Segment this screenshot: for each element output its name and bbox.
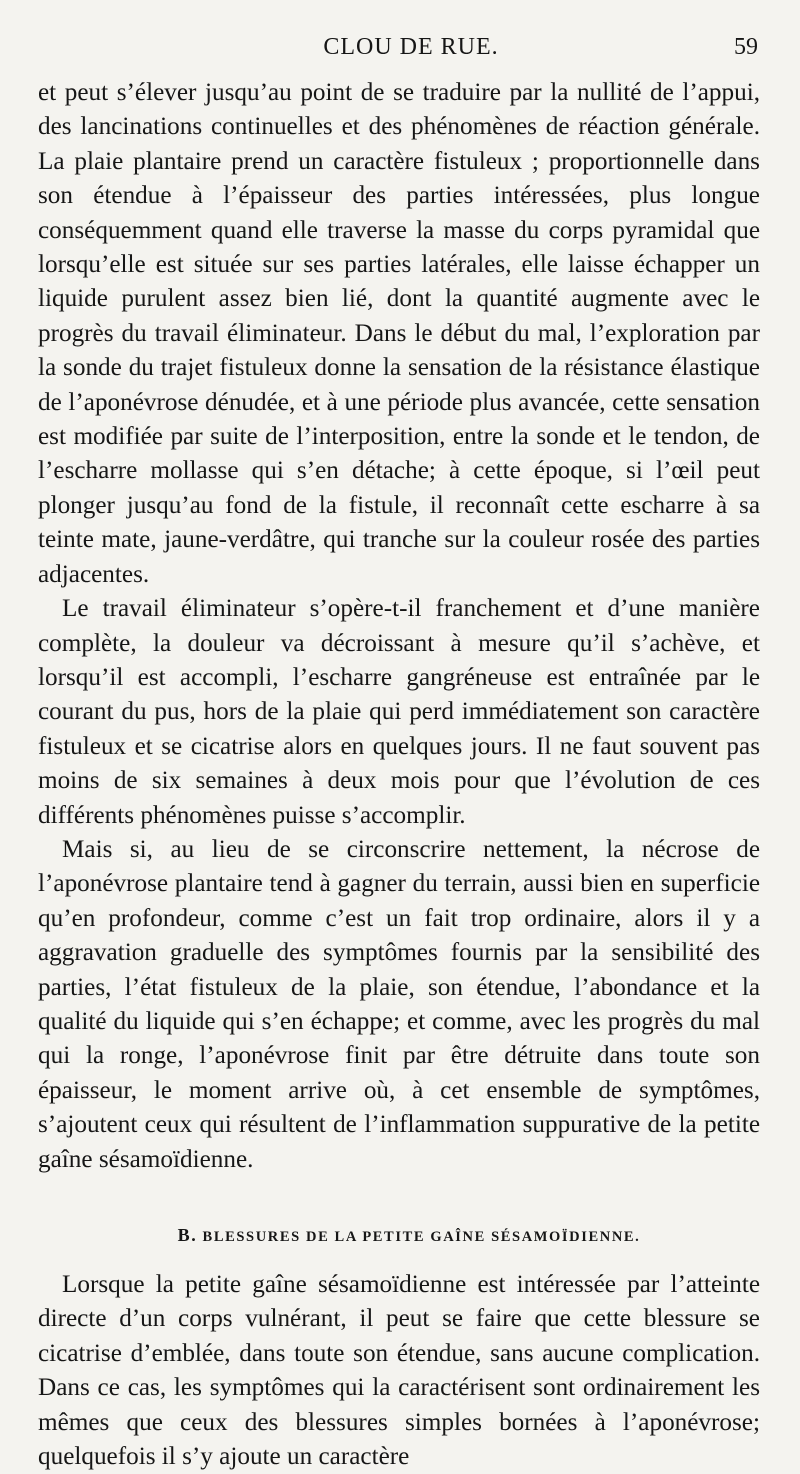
section-letter: B. [177,1225,198,1245]
paragraph-continuation: et peut s’élever jusqu’au point de se traduire par la nullité de l’appui, des lancinations continuelles et des phénomènes de réaction générale. La plaie plantaire prend un caractère fistuleux ; proportionnelle dans son étendue à l’épaisseur des parties intéressées, plus longue conséquemment quand elle traverse la masse du corps pyramidal que lorsqu’elle est située sur ses parties latérales, elle laisse échapper un liquide purulent assez bien lié, dont la quantité augmente avec le progrès du travail éliminateur. Dans le début du mal, l’exploration par la sonde du trajet fistuleux donne la sensation de la résistance élastique de l’aponévrose dénudée, et à une période plus avancée, cette sensation est modifiée par suite de l’interposition, entre la sonde et le tendon, de l’escharre mollasse qui s’en détache; à cette époque, si l’œil peut plonger jusqu’au fond de la fistule, il reconnaît cette escharre à sa teinte mate, jaune-verdâtre, qui tranche sur la couleur rosée des parties adjacentes. [38,79,760,588]
paragraph-elimination: Le travail éliminateur s’opère-t-il franchement et d’une manière complète, la douleur va décroissant à mesure qu’il s’achève, et lorsqu’il est accompli, l’escharre gangréneuse est entraînée par le courant du pus, hors de la plaie qui perd immédiatement son caractère fistuleux et se cicatrise alors en quelques jours. Il ne faut souvent pas moins de six semaines à deux mois pour que l’évolution de ces différents phénomènes puisse s’accomplir. [38,595,760,829]
section-title: BLESSURES DE LA PETITE GAÎNE SÉSAMOÏDIENNE. [202,1229,641,1245]
paragraph-necrosis: Mais si, au lieu de se circonscrire nettement, la nécrose de l’aponévrose plantaire tend à gagner du terrain, aussi bien en superficie qu’en profondeur, comme c’est un fait trop ordinaire, alors il y a aggravation graduelle des symptômes fournis par la sensibilité des parties, l’état fistuleux de la plaie, son étendue, l’abondance et la qualité du liquide qui s’en échappe; et comme, avec les progrès du mal qui la ronge, l’aponévrose finit par être détruite dans toute son épaisseur, le moment arrive où, à cet ensemble de symptômes, s’ajoutent ceux qui résultent de l’inflammation suppurative de la petite gaîne sésamoïdienne. [38,835,760,1173]
page-number: 59 [734,34,758,60]
body-text [38,76,760,1474]
section-heading [38,1225,760,1246]
paragraph-section-b: Lorsque la petite gaîne sésamoïdienne est intéressée par l’atteinte directe d’un corps vulnérant, il peut se faire que cette blessure se cicatrise d’emblée, dans toute son étendue, sans aucune complication. Dans ce cas, les symptômes qui la caractérisent sont ordinairement les mêmes que ceux des blessures simples bornées à l’aponévrose; quelquefois il s’y ajoute un caractère [38,1271,760,1471]
page-header [38,28,760,68]
running-title: CLOU DE RUE. [323,34,499,60]
